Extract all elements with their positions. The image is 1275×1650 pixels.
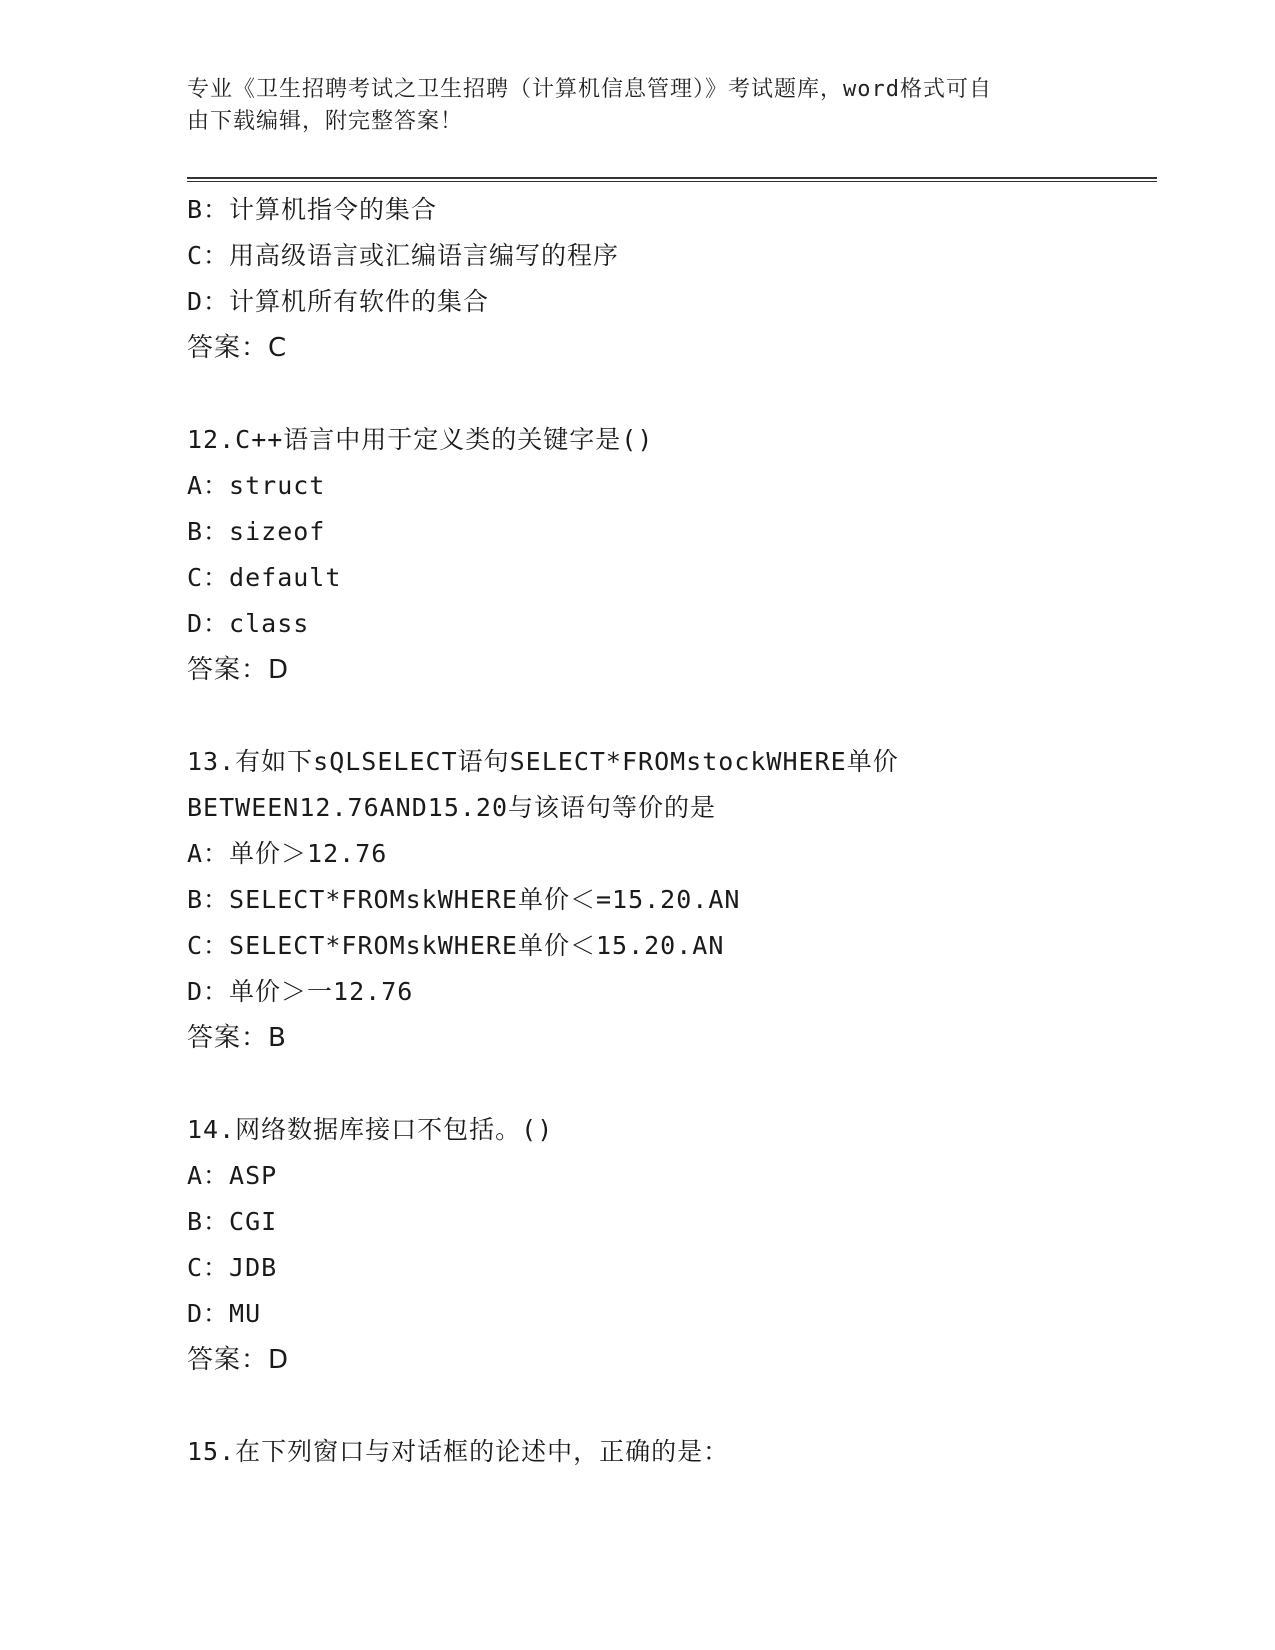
question-list — [187, 187, 1147, 1475]
document-header — [187, 74, 1087, 138]
option-a: A：struct — [187, 471, 326, 500]
option-a: A：单价＞12.76 — [187, 839, 388, 868]
option-d: D：MU — [187, 1299, 262, 1328]
header-line-2: 由下载编辑，附完整答案！ — [187, 109, 464, 134]
header-line-1: 专业《卫生招聘考试之卫生招聘（计算机信息管理）》考试题库，word格式可自 — [187, 77, 992, 102]
question-11 — [187, 187, 1147, 371]
option-a: A：ASP — [187, 1161, 278, 1190]
option-d: D：计算机所有软件的集合 — [187, 287, 490, 316]
option-c: C：default — [187, 563, 342, 592]
answer: 答案：C — [187, 333, 288, 363]
question-stem: 13.有如下sQLSELECT语句SELECT*FROMstockWHERE单价 — [187, 747, 899, 776]
answer: 答案：B — [187, 1023, 287, 1053]
option-c: C：用高级语言或汇编语言编写的程序 — [187, 241, 620, 270]
option-c: C：SELECT*FROMskWHERE单价＜15.20.AN — [187, 931, 725, 960]
answer: 答案：D — [187, 655, 290, 685]
question-stem: 14.网络数据库接口不包括。() — [187, 1115, 554, 1144]
option-c: C：JDB — [187, 1253, 278, 1282]
question-stem: 12.C++语言中用于定义类的关键字是() — [187, 425, 654, 454]
question-13 — [187, 739, 1147, 1061]
option-b: B：CGI — [187, 1207, 278, 1236]
option-b: B：计算机指令的集合 — [187, 195, 438, 224]
option-d: D：class — [187, 609, 310, 638]
option-b: B：SELECT*FROMskWHERE单价＜=15.20.AN — [187, 885, 741, 914]
question-stem: 15.在下列窗口与对话框的论述中，正确的是： — [187, 1437, 730, 1466]
option-b: B：sizeof — [187, 517, 326, 546]
header-divider — [187, 177, 1157, 183]
question-14 — [187, 1107, 1147, 1383]
question-15 — [187, 1429, 1147, 1475]
question-12 — [187, 417, 1147, 693]
question-stem-continued: BETWEEN12.76AND15.20与该语句等价的是 — [187, 793, 717, 822]
answer: 答案：D — [187, 1345, 290, 1375]
option-d: D：单价＞一12.76 — [187, 977, 414, 1006]
